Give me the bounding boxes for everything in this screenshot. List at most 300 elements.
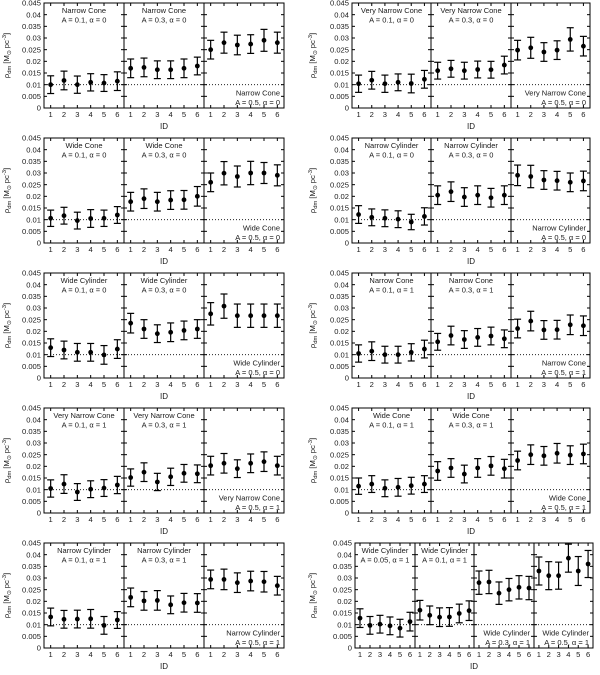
data-point [542, 328, 547, 333]
y-tick-label: 0.005 [329, 361, 349, 371]
y-tick-label: 0.025 [329, 180, 349, 190]
x-axis-title: ID [467, 122, 475, 131]
y-tick-label: 0 [36, 238, 41, 248]
data-point [182, 66, 187, 71]
y-tick-label: 0.02 [334, 191, 349, 201]
data-point [422, 347, 427, 352]
data-point [507, 587, 512, 592]
x-tick-label: 6 [407, 650, 413, 659]
x-tick-label: 1 [435, 110, 440, 119]
data-point [356, 81, 361, 86]
x-tick-label: 5 [181, 245, 187, 254]
x-tick-label: 3 [556, 650, 561, 659]
y-tick-label: 0.01 [334, 80, 349, 90]
data-point [48, 216, 53, 221]
x-tick-label: 6 [275, 380, 280, 389]
data-point [568, 180, 573, 185]
x-tick-label: 2 [141, 380, 147, 389]
y-axis [2, 0, 41, 113]
data-point [115, 483, 120, 488]
data-point [155, 199, 160, 204]
x-tick-label: 3 [541, 380, 547, 389]
y-tick-label: 0.005 [21, 496, 41, 506]
x-tick-label: 1 [356, 380, 361, 389]
subpanel-label-line2: A = 0.5, α = 0 [235, 368, 280, 377]
x-tick-label: 1 [128, 245, 133, 254]
x-tick-label: 6 [275, 515, 280, 524]
data-point [422, 214, 427, 219]
data-point [487, 580, 492, 585]
subpanel-0 [352, 3, 431, 119]
panel-wide-cone-alpha0 [0, 135, 300, 270]
x-tick-label: 1 [356, 515, 361, 524]
y-tick-label: 0.045 [21, 0, 41, 8]
panel-svg [300, 0, 600, 135]
data-point [182, 328, 187, 333]
data-point [422, 482, 427, 487]
x-tick-label: 6 [581, 515, 586, 524]
subpanel-0 [352, 138, 431, 254]
subpanel-2 [204, 138, 284, 254]
x-tick-label: 3 [155, 650, 160, 659]
y-axis-title: $\rho_{dm}$ [$M_⊙$ $pc^{-3}$] [2, 32, 13, 79]
x-tick-label: 6 [422, 515, 427, 524]
data-point [195, 471, 200, 476]
data-point [88, 80, 93, 85]
data-point [515, 326, 520, 331]
x-tick-label: 5 [488, 515, 494, 524]
x-tick-label: 3 [235, 380, 240, 389]
data-point [235, 313, 240, 318]
x-tick-label: 1 [48, 380, 53, 389]
x-tick-label: 6 [195, 380, 200, 389]
data-point [168, 198, 173, 203]
x-tick-label: 3 [235, 245, 240, 254]
x-tick-label: 5 [488, 110, 494, 119]
x-tick-label: 6 [115, 515, 120, 524]
data-point [62, 617, 67, 622]
data-point [502, 336, 507, 341]
x-tick-label: 3 [382, 110, 388, 119]
data-point [546, 573, 551, 578]
data-point [128, 199, 133, 204]
data-point [88, 216, 93, 221]
subpanel-label-line2: A = 0.5, α = 1 [541, 368, 586, 377]
x-tick-label: 6 [115, 650, 120, 659]
y-tick-label: 0.02 [26, 56, 41, 66]
data-point [383, 81, 388, 86]
x-tick-label: 2 [221, 245, 227, 254]
data-point [182, 197, 187, 202]
y-tick-label: 0.025 [21, 180, 41, 190]
x-tick-label: 4 [475, 380, 480, 389]
data-point [409, 81, 414, 86]
x-tick-label: 5 [101, 650, 107, 659]
data-point [475, 466, 480, 471]
data-point [182, 600, 187, 605]
y-tick-label: 0.03 [26, 33, 41, 43]
subpanel-1 [431, 138, 511, 254]
x-tick-label: 5 [409, 380, 414, 389]
x-tick-label: 6 [502, 380, 507, 389]
data-point [378, 622, 383, 627]
data-point [449, 466, 454, 471]
subpanel-2 [511, 408, 590, 524]
x-tick-label: 5 [568, 380, 573, 389]
x-tick-label: 5 [568, 245, 573, 254]
y-tick-label: 0.045 [21, 135, 41, 143]
data-point [497, 591, 502, 596]
data-point [168, 602, 173, 607]
y-axis [308, 405, 349, 518]
data-point [142, 598, 147, 603]
data-point [422, 77, 427, 82]
x-tick-label: 5 [101, 380, 107, 389]
x-tick-label: 2 [221, 650, 227, 659]
y-tick-label: 0.005 [332, 631, 352, 641]
data-point [435, 68, 440, 73]
y-tick-label: 0.025 [21, 315, 41, 325]
x-tick-label: 2 [61, 515, 67, 524]
x-tick-label: 6 [275, 110, 280, 119]
data-point [437, 615, 442, 620]
y-tick-label: 0.03 [26, 438, 41, 448]
data-point [435, 193, 440, 198]
y-tick-label: 0.025 [21, 450, 41, 460]
subpanel-label-line1: Wide Cone [145, 141, 183, 150]
x-tick-label: 3 [155, 515, 160, 524]
subpanel-label-line2: A = 0.3, α = 0 [141, 15, 187, 25]
x-tick-label: 6 [581, 245, 586, 254]
data-point [502, 466, 507, 471]
x-tick-label: 3 [382, 515, 388, 524]
data-point [555, 178, 560, 183]
x-tick-label: 1 [356, 110, 361, 119]
x-tick-label: 5 [261, 380, 267, 389]
data-point [435, 469, 440, 474]
x-axis-title: ID [467, 392, 475, 401]
y-tick-label: 0.035 [21, 156, 41, 166]
y-tick-label: 0.005 [21, 361, 41, 371]
x-tick-label: 4 [475, 110, 480, 119]
x-tick-label: 3 [155, 245, 160, 254]
data-point [275, 40, 280, 45]
subpanel-label-line2: A = 0.5, α = 0 [541, 98, 586, 107]
panel-narrow-cylinder-alpha1 [0, 540, 300, 675]
data-point [195, 64, 200, 69]
x-tick-label: 4 [566, 650, 571, 659]
data-point [527, 586, 532, 591]
data-point [418, 608, 423, 613]
x-axis-title: ID [160, 662, 168, 671]
x-tick-label: 1 [435, 515, 440, 524]
data-point [222, 461, 227, 466]
x-tick-label: 4 [475, 515, 480, 524]
data-point [489, 67, 494, 72]
subpanel-1 [431, 273, 511, 389]
y-tick-label: 0 [36, 643, 41, 653]
x-tick-label: 3 [382, 245, 388, 254]
y-tick-label: 0.03 [334, 303, 349, 313]
x-tick-label: 5 [101, 515, 107, 524]
x-tick-label: 1 [357, 650, 363, 659]
subpanel-label-line1: Narrow Cone [61, 6, 107, 15]
x-tick-label: 3 [541, 515, 547, 524]
subpanel-1 [431, 408, 511, 524]
data-point [489, 195, 494, 200]
x-tick-label: 3 [75, 110, 80, 119]
y-tick-label: 0.03 [334, 168, 349, 178]
y-tick-label: 0.04 [334, 10, 349, 20]
y-axis-title: $\rho_{dm}$ [$M_⊙$ $pc^{-3}$] [2, 302, 13, 349]
y-tick-label: 0.025 [329, 450, 349, 460]
y-tick-label: 0.01 [334, 215, 349, 225]
x-tick-label: 5 [261, 110, 267, 119]
data-point [427, 613, 432, 618]
subpanel-label-line1: Wide Cone [372, 411, 411, 420]
subpanel-label-line2: A = 0.5, α = 1 [544, 638, 589, 647]
data-point [62, 213, 67, 218]
data-point [517, 585, 522, 590]
data-point [528, 174, 533, 179]
data-point [398, 626, 403, 631]
data-point [115, 347, 120, 352]
subpanel-label-line1: Narrow Cylinder [364, 141, 419, 150]
data-point [222, 171, 227, 176]
y-tick-label: 0.005 [21, 226, 41, 236]
x-axis-title: ID [470, 662, 478, 671]
x-tick-label: 3 [541, 245, 547, 254]
x-tick-label: 2 [221, 515, 227, 524]
subpanel-label-line1: Very Narrow Cone [524, 88, 586, 98]
x-tick-label: 1 [48, 650, 53, 659]
subpanel-label-line2: A = 0.1, α = 0 [61, 15, 107, 25]
data-point [409, 483, 414, 488]
subpanel-label-line1: Wide Cylinder [483, 628, 530, 638]
x-tick-label: 4 [248, 245, 253, 254]
subpanel-2 [204, 273, 284, 389]
x-tick-label: 4 [554, 110, 560, 119]
data-point [142, 65, 147, 70]
x-tick-label: 6 [581, 110, 586, 119]
subpanel-2 [511, 273, 590, 389]
x-tick-label: 5 [181, 380, 187, 389]
x-tick-label: 3 [462, 245, 467, 254]
x-tick-label: 3 [235, 650, 240, 659]
y-tick-label: 0.02 [26, 596, 41, 606]
x-tick-label: 4 [168, 650, 173, 659]
data-point [128, 321, 133, 326]
data-point [462, 472, 467, 477]
data-point [62, 348, 67, 353]
panel-svg [300, 405, 600, 540]
subpanel-label-line1: Wide Cone [65, 141, 103, 150]
x-tick-label: 1 [476, 650, 482, 659]
x-tick-label: 5 [409, 515, 414, 524]
subpanel-1 [415, 543, 474, 659]
x-tick-label: 1 [208, 515, 213, 524]
y-tick-label: 0.045 [21, 540, 41, 548]
data-point [248, 579, 253, 584]
data-point [115, 79, 120, 84]
y-axis-title: $\rho_{dm}$ [$M_⊙$ $pc^{-3}$] [2, 167, 13, 214]
y-tick-label: 0.005 [21, 91, 41, 101]
x-tick-label: 4 [88, 515, 93, 524]
data-point [128, 475, 133, 480]
y-tick-label: 0.01 [26, 485, 41, 495]
x-tick-label: 5 [409, 245, 414, 254]
subpanel-0 [355, 543, 415, 659]
data-point [208, 47, 213, 52]
data-point [449, 333, 454, 338]
x-tick-label: 2 [448, 110, 454, 119]
subpanel-0 [352, 273, 431, 389]
data-point [581, 323, 586, 328]
x-tick-label: 3 [377, 650, 383, 659]
subpanel-1 [124, 408, 204, 524]
y-tick-label: 0 [344, 103, 349, 113]
subpanel-label-line1: Wide Cylinder [60, 276, 108, 285]
x-axis-title: ID [160, 257, 168, 266]
y-axis-title: $\rho_{dm}$ [$M_⊙$ $pc^{-3}$] [308, 167, 319, 214]
x-tick-label: 2 [448, 515, 454, 524]
y-tick-label: 0.02 [334, 326, 349, 336]
x-tick-label: 4 [168, 245, 173, 254]
x-tick-label: 3 [75, 650, 80, 659]
data-point [467, 608, 472, 613]
data-point [62, 482, 67, 487]
x-tick-label: 5 [576, 650, 581, 659]
x-tick-label: 4 [387, 650, 393, 659]
y-tick-label: 0.01 [26, 80, 41, 90]
data-point [88, 616, 93, 621]
subpanel-label-line2: A = 0.1, α = 1 [369, 285, 414, 295]
x-tick-label: 2 [369, 110, 374, 119]
y-tick-label: 0.01 [334, 350, 349, 360]
data-point [195, 194, 200, 199]
subpanel-label-line2: A = 0.5, α = 1 [541, 503, 586, 512]
x-tick-label: 6 [422, 110, 427, 119]
x-axis-title: ID [160, 392, 168, 401]
data-point [75, 617, 80, 622]
subpanel-1 [431, 3, 511, 119]
subpanel-1 [124, 3, 204, 119]
subpanel-0 [44, 138, 124, 254]
data-point [489, 463, 494, 468]
y-tick-label: 0.045 [21, 270, 41, 278]
subpanel-label-line1: Very Narrow Cone [53, 411, 115, 420]
subpanel-label-line2: A = 0.3, α = 1 [141, 420, 187, 430]
data-point [396, 485, 401, 490]
subpanel-label-line2: A = 0.3, α = 0 [141, 150, 187, 160]
subpanel-1 [124, 543, 204, 659]
data-point [409, 220, 414, 225]
subpanel-label-line2: A = 0.5, α = 0 [235, 233, 280, 242]
panel-svg [0, 405, 300, 540]
subpanel-label-line1: Wide Cylinder [542, 628, 589, 638]
data-point [449, 66, 454, 71]
data-point [262, 459, 267, 464]
data-point [581, 452, 586, 457]
subpanel-label-line2: A = 0.5, α = 0 [235, 98, 280, 107]
subpanel-label-line1: Narrow Cone [541, 358, 586, 368]
data-point [142, 196, 147, 201]
y-tick-label: 0.03 [334, 33, 349, 43]
y-tick-label: 0.03 [26, 573, 41, 583]
x-tick-label: 5 [261, 650, 267, 659]
subpanel-label-line1: Narrow Cone [369, 276, 414, 285]
subpanel-label-line1: Wide Cone [548, 493, 586, 503]
data-point [102, 81, 107, 86]
x-tick-label: 6 [585, 650, 591, 659]
x-tick-label: 2 [141, 110, 147, 119]
data-point [48, 615, 53, 620]
y-tick-label: 0.025 [329, 45, 349, 55]
data-point [48, 345, 53, 350]
y-tick-label: 0 [344, 373, 349, 383]
x-tick-label: 2 [61, 650, 67, 659]
y-axis-title: $\rho_{dm}$ [$M_⊙$ $pc^{-3}$] [2, 572, 13, 619]
data-point [555, 48, 560, 53]
data-point [62, 78, 67, 83]
data-point [195, 327, 200, 332]
data-point [356, 351, 361, 356]
y-tick-label: 0.04 [26, 415, 41, 425]
data-point [88, 487, 93, 492]
y-axis-title: $\rho_{dm}$ [$M_⊙$ $pc^{-3}$] [308, 437, 319, 484]
x-tick-label: 3 [462, 110, 467, 119]
data-point [528, 319, 533, 324]
x-tick-label: 2 [528, 515, 533, 524]
x-tick-label: 4 [554, 515, 560, 524]
x-tick-label: 4 [88, 245, 93, 254]
data-point [555, 451, 560, 456]
x-tick-label: 3 [155, 380, 160, 389]
x-tick-label: 2 [61, 380, 67, 389]
x-tick-label: 2 [448, 245, 454, 254]
subpanel-label-line2: A = 0.5, α = 1 [235, 638, 280, 647]
data-point [248, 313, 253, 318]
data-point [102, 623, 107, 628]
y-tick-label: 0.015 [21, 338, 41, 348]
data-point [576, 569, 581, 574]
y-tick-label: 0.025 [21, 585, 41, 595]
data-point [408, 619, 413, 624]
x-tick-label: 5 [101, 245, 107, 254]
y-tick-label: 0 [36, 103, 41, 113]
y-axis [308, 270, 349, 383]
x-tick-label: 1 [356, 245, 361, 254]
data-point [275, 313, 280, 318]
y-tick-label: 0.015 [21, 203, 41, 213]
data-point [435, 339, 440, 344]
data-point [248, 461, 253, 466]
data-point [262, 38, 267, 43]
subpanel-0 [44, 273, 124, 389]
y-axis [308, 540, 352, 653]
x-tick-label: 4 [475, 245, 480, 254]
x-tick-label: 3 [496, 650, 502, 659]
data-point [102, 353, 107, 358]
panel-svg [0, 135, 300, 270]
subpanel-label-line1: Narrow Cone [448, 276, 494, 285]
x-tick-label: 1 [208, 650, 213, 659]
panel-svg [300, 270, 600, 405]
subpanel-label-line1: Wide Cylinder [233, 358, 280, 368]
x-tick-label: 1 [536, 650, 542, 659]
panel-narrow-cone-alpha1 [300, 270, 600, 405]
data-point [155, 331, 160, 336]
